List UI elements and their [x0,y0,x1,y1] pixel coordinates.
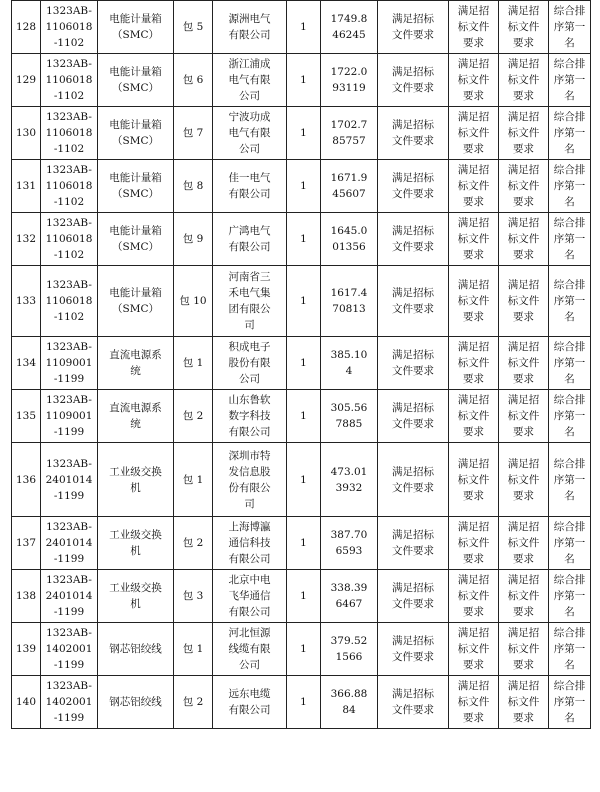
business-evaluation: 满足招 标文件 要求 [449,54,499,107]
material-code: 1323AB- 1402001 -1199 [41,623,98,676]
ranking-remark: 综合排 序第一 名 [549,213,591,266]
company-name: 河北恒源 线缆有限 公司 [213,623,287,676]
company-name: 源洲电气 有限公司 [213,1,287,54]
row-number: 128 [12,1,41,54]
material-name: 电能计量箱 （SMC） [98,213,174,266]
business-evaluation: 满足招 标文件 要求 [449,676,499,729]
ranking-remark: 综合排 序第一 名 [549,337,591,390]
company-name: 北京中电 飞华通信 有限公司 [213,570,287,623]
table-row [12,54,591,107]
table-row [12,623,591,676]
business-evaluation: 满足招 标文件 要求 [449,213,499,266]
bid-price: 379.52 1566 [321,623,378,676]
material-code: 1323AB- 1106018 -1102 [41,213,98,266]
material-name: 钢芯铝绞线 [98,623,174,676]
table-row [12,337,591,390]
material-code: 1323AB- 1106018 -1102 [41,266,98,337]
company-name: 上海博瀛 通信科技 有限公司 [213,517,287,570]
technical-evaluation: 满足招标 文件要求 [378,160,449,213]
bid-results-table [11,0,591,729]
row-number: 138 [12,570,41,623]
qualification-evaluation: 满足招 标文件 要求 [499,266,549,337]
package-number: 包 7 [174,107,213,160]
package-number: 包 2 [174,517,213,570]
technical-evaluation: 满足招标 文件要求 [378,337,449,390]
material-name: 工业级交换 机 [98,517,174,570]
qualification-evaluation: 满足招 标文件 要求 [499,337,549,390]
ranking-remark: 综合排 序第一 名 [549,1,591,54]
ranking-remark: 综合排 序第一 名 [549,517,591,570]
qualification-evaluation: 满足招 标文件 要求 [499,517,549,570]
material-name: 电能计量箱 （SMC） [98,54,174,107]
table-row [12,676,591,729]
material-name: 电能计量箱 （SMC） [98,266,174,337]
ranking-remark: 综合排 序第一 名 [549,443,591,517]
package-number: 包 2 [174,676,213,729]
company-name: 佳一电气 有限公司 [213,160,287,213]
qualification-evaluation: 满足招 标文件 要求 [499,1,549,54]
row-number: 134 [12,337,41,390]
bid-price: 305.56 7885 [321,390,378,443]
qualification-evaluation: 满足招 标文件 要求 [499,213,549,266]
material-code: 1323AB- 2401014 -1199 [41,443,98,517]
quantity: 1 [287,54,321,107]
business-evaluation: 满足招 标文件 要求 [449,517,499,570]
company-name: 深圳市特 发信息股 份有限公 司 [213,443,287,517]
table-row [12,160,591,213]
quantity: 1 [287,570,321,623]
business-evaluation: 满足招 标文件 要求 [449,107,499,160]
quantity: 1 [287,1,321,54]
row-number: 135 [12,390,41,443]
package-number: 包 8 [174,160,213,213]
package-number: 包 9 [174,213,213,266]
package-number: 包 1 [174,623,213,676]
row-number: 139 [12,623,41,676]
technical-evaluation: 满足招标 文件要求 [378,443,449,517]
material-name: 工业级交换 机 [98,443,174,517]
table-row [12,213,591,266]
technical-evaluation: 满足招标 文件要求 [378,390,449,443]
qualification-evaluation: 满足招 标文件 要求 [499,676,549,729]
business-evaluation: 满足招 标文件 要求 [449,570,499,623]
material-name: 电能计量箱 （SMC） [98,160,174,213]
business-evaluation: 满足招 标文件 要求 [449,1,499,54]
quantity: 1 [287,160,321,213]
table-row [12,107,591,160]
bid-price: 385.10 4 [321,337,378,390]
business-evaluation: 满足招 标文件 要求 [449,337,499,390]
table-row [12,570,591,623]
qualification-evaluation: 满足招 标文件 要求 [499,54,549,107]
qualification-evaluation: 满足招 标文件 要求 [499,107,549,160]
technical-evaluation: 满足招标 文件要求 [378,1,449,54]
row-number: 132 [12,213,41,266]
table-row [12,517,591,570]
package-number: 包 1 [174,337,213,390]
bid-price: 1645.0 01356 [321,213,378,266]
qualification-evaluation: 满足招 标文件 要求 [499,443,549,517]
ranking-remark: 综合排 序第一 名 [549,676,591,729]
company-name: 宁波功成 电气有限 公司 [213,107,287,160]
quantity: 1 [287,266,321,337]
quantity: 1 [287,676,321,729]
material-code: 1323AB- 2401014 -1199 [41,517,98,570]
row-number: 140 [12,676,41,729]
material-code: 1323AB- 1106018 -1102 [41,54,98,107]
technical-evaluation: 满足招标 文件要求 [378,266,449,337]
material-code: 1323AB- 1402001 -1199 [41,676,98,729]
ranking-remark: 综合排 序第一 名 [549,623,591,676]
material-code: 1323AB- 1106018 -1102 [41,107,98,160]
bid-price: 1702.7 85757 [321,107,378,160]
technical-evaluation: 满足招标 文件要求 [378,213,449,266]
table-row [12,1,591,54]
bid-price: 1671.9 45607 [321,160,378,213]
material-code: 1323AB- 1109001 -1199 [41,390,98,443]
package-number: 包 2 [174,390,213,443]
table-row [12,443,591,517]
package-number: 包 3 [174,570,213,623]
package-number: 包 6 [174,54,213,107]
material-name: 电能计量箱 （SMC） [98,107,174,160]
quantity: 1 [287,517,321,570]
business-evaluation: 满足招 标文件 要求 [449,266,499,337]
material-code: 1323AB- 1106018 -1102 [41,1,98,54]
table-row [12,390,591,443]
material-name: 直流电源系 统 [98,390,174,443]
business-evaluation: 满足招 标文件 要求 [449,623,499,676]
row-number: 130 [12,107,41,160]
ranking-remark: 综合排 序第一 名 [549,390,591,443]
ranking-remark: 综合排 序第一 名 [549,266,591,337]
bid-price: 366.88 84 [321,676,378,729]
technical-evaluation: 满足招标 文件要求 [378,676,449,729]
ranking-remark: 综合排 序第一 名 [549,160,591,213]
row-number: 129 [12,54,41,107]
bid-price: 473.01 3932 [321,443,378,517]
company-name: 河南省三 禾电气集 团有限公 司 [213,266,287,337]
material-code: 1323AB- 1106018 -1102 [41,160,98,213]
material-name: 钢芯铝绞线 [98,676,174,729]
qualification-evaluation: 满足招 标文件 要求 [499,160,549,213]
quantity: 1 [287,623,321,676]
qualification-evaluation: 满足招 标文件 要求 [499,570,549,623]
package-number: 包 10 [174,266,213,337]
row-number: 136 [12,443,41,517]
bid-price: 1722.0 93119 [321,54,378,107]
material-name: 直流电源系 统 [98,337,174,390]
technical-evaluation: 满足招标 文件要求 [378,107,449,160]
package-number: 包 1 [174,443,213,517]
package-number: 包 5 [174,1,213,54]
company-name: 广鸿电气 有限公司 [213,213,287,266]
bid-price: 1617.4 70813 [321,266,378,337]
quantity: 1 [287,337,321,390]
business-evaluation: 满足招 标文件 要求 [449,390,499,443]
technical-evaluation: 满足招标 文件要求 [378,623,449,676]
row-number: 131 [12,160,41,213]
bid-price: 387.70 6593 [321,517,378,570]
business-evaluation: 满足招 标文件 要求 [449,443,499,517]
ranking-remark: 综合排 序第一 名 [549,54,591,107]
technical-evaluation: 满足招标 文件要求 [378,570,449,623]
company-name: 远东电缆 有限公司 [213,676,287,729]
quantity: 1 [287,107,321,160]
material-code: 1323AB- 1109001 -1199 [41,337,98,390]
technical-evaluation: 满足招标 文件要求 [378,517,449,570]
quantity: 1 [287,443,321,517]
technical-evaluation: 满足招标 文件要求 [378,54,449,107]
material-code: 1323AB- 2401014 -1199 [41,570,98,623]
bid-price: 338.39 6467 [321,570,378,623]
ranking-remark: 综合排 序第一 名 [549,107,591,160]
qualification-evaluation: 满足招 标文件 要求 [499,623,549,676]
qualification-evaluation: 满足招 标文件 要求 [499,390,549,443]
quantity: 1 [287,213,321,266]
quantity: 1 [287,390,321,443]
bid-price: 1749.8 46245 [321,1,378,54]
business-evaluation: 满足招 标文件 要求 [449,160,499,213]
row-number: 133 [12,266,41,337]
company-name: 山东鲁软 数字科技 有限公司 [213,390,287,443]
material-name: 电能计量箱 （SMC） [98,1,174,54]
row-number: 137 [12,517,41,570]
material-name: 工业级交换 机 [98,570,174,623]
ranking-remark: 综合排 序第一 名 [549,570,591,623]
table-row [12,266,591,337]
company-name: 积成电子 股份有限 公司 [213,337,287,390]
company-name: 浙江浦成 电气有限 公司 [213,54,287,107]
